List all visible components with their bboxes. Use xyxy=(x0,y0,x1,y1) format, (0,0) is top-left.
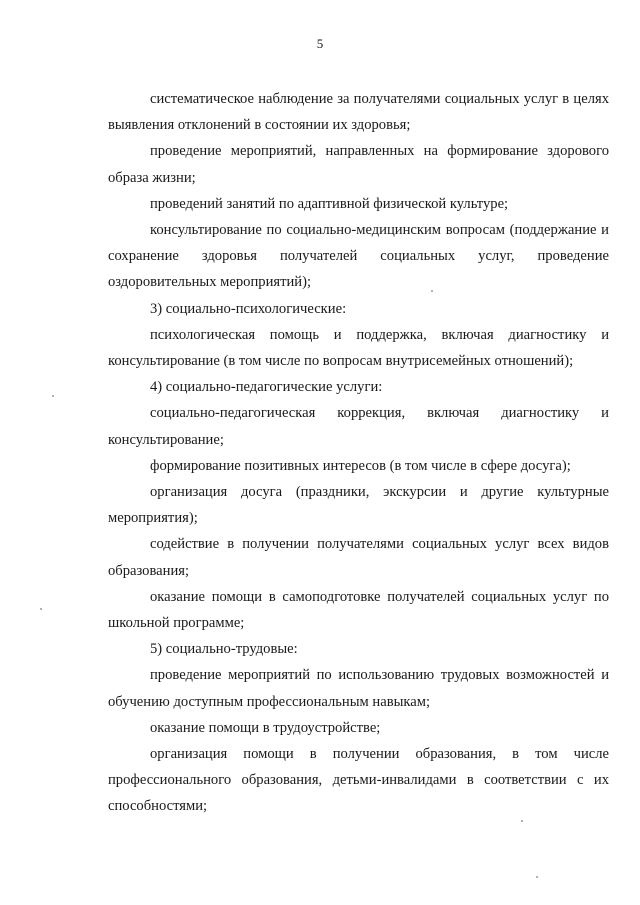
paragraph: проведений занятий по адаптивной физической культуре; xyxy=(150,195,509,212)
paragraph: проведение мероприятий по использованию трудовых возможностей и обучению доступным профессиональным навыкам; xyxy=(108,667,609,710)
paragraph: социально-педагогическая коррекция, включая диагностику и консультирование; xyxy=(108,405,609,448)
paragraph: формирование позитивных интересов (в том числе в сфере досуга); xyxy=(150,457,571,474)
paragraph: систематическое наблюдение за получателями социальных услуг в целях выявления отклонений в состоянии их здоровья; xyxy=(108,91,609,134)
paragraph: проведение мероприятий, направленных на формирование здорового образа жизни; xyxy=(108,143,609,186)
scan-speck xyxy=(40,608,42,610)
paragraph: психологическая помощь и поддержка, включая диагностику и консультирование (в том числе по вопросам внутрисемейных отношений); xyxy=(108,326,609,370)
scan-speck xyxy=(536,876,538,878)
page-body xyxy=(108,86,609,820)
section-heading: 3) социально-психологические: xyxy=(150,300,347,317)
paragraph: оказание помощи в трудоустройстве; xyxy=(150,719,381,736)
paragraph: консультирование по социально-медицинским вопросам (поддержание и сохранение здоровья получателей социальных услуг, проведение оздоровительных мероприятий); xyxy=(108,222,609,291)
scan-speck xyxy=(521,820,523,822)
paragraph: организация досуга (праздники, экскурсии и другие культурные мероприятия); xyxy=(108,484,609,527)
page-number: 5 xyxy=(316,36,324,51)
paragraph: организация помощи в получении образования, в том числе профессионального образования, детьми-инвалидами в соответствии с их способностями; xyxy=(108,746,609,815)
paragraph: оказание помощи в самоподготовке получателей социальных услуг по школьной программе; xyxy=(108,588,609,632)
section-heading: 4) социально-педагогические услуги: xyxy=(150,379,383,396)
scan-speck xyxy=(431,290,433,292)
scan-speck xyxy=(52,395,54,397)
paragraph: содействие в получении получателями социальных услуг всех видов образования; xyxy=(108,536,609,579)
section-heading: 5) социально-трудовые: xyxy=(150,641,298,658)
